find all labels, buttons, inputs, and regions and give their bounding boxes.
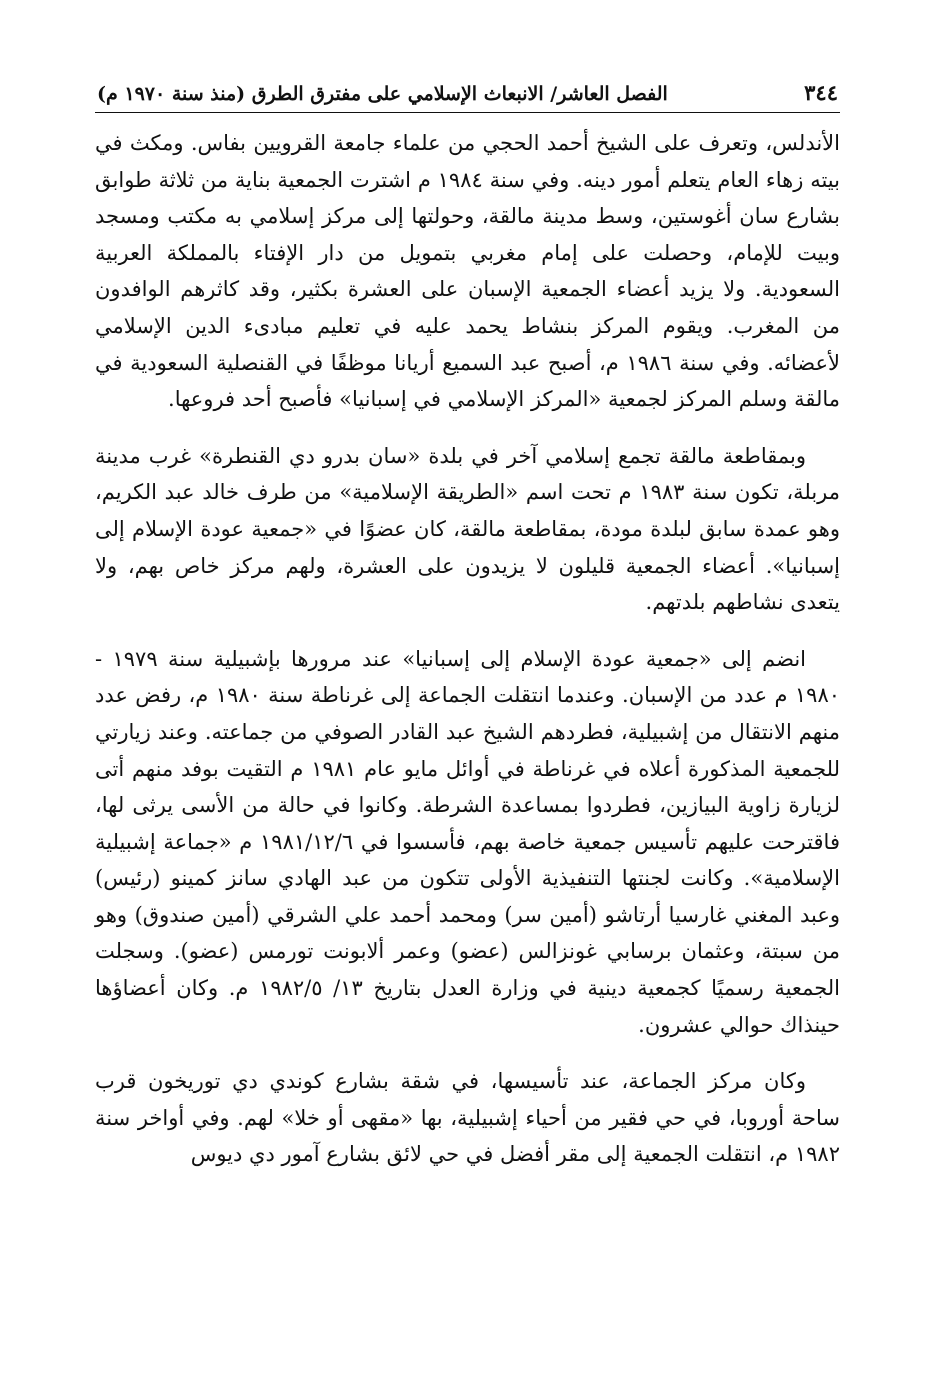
page-number: ٣٤٤ [804, 80, 838, 105]
paragraph: وبمقاطعة مالقة تجمع إسلامي آخر في بلدة «سان بدرو دي القنطرة» غرب مدينة مربلة، تكون سنة ١٩٨٣ م تحت اسم «الطريقة الإسلامية» من طرف خالد عبد الكريم، وهو عمدة سابق لبلدة مودة، بمقاطعة مالقة، كان عضوًا في «جمعية عودة الإسلام إلى إسبانيا». أعضاء الجمعية قليلون لا يزيدون على العشرة، ولهم مركز خاص بهم، ولا يتعدى نشاطهم بلدتهم. [95, 443, 840, 615]
running-header [95, 78, 840, 113]
paragraph: الأندلس، وتعرف على الشيخ أحمد الحجي من علماء جامعة القرويين بفاس. ومكث في بيته زهاء العام يتعلم أمور دينه. وفي سنة ١٩٨٤ م اشترت الجمعية بناية من ثلاثة طوابق بشارع سان أغوستين، وسط مدينة مالقة، وحولتها إلى مركز إسلامي به مكتب ومسجد وبيت للإمام، وحصلت على إمام مغربي بتمويل من دار الإفتاء بالمملكة العربية السعودية. ولا يزيد أعضاء الجمعية الإسبان على العشرة بكثير، وقد كاثرهم الوافدون من المغرب. ويقوم المركز بنشاط يحمد عليه في تعليم مبادىء الدين الإسلامي لأعضائه. وفي سنة ١٩٨٦ م، أصبح عبد السميع أريانا موظفًا في القنصلية السعودية في مالقة وسلم المركز لجمعية «المركز الإسلامي في إسبانيا» فأصبح أحد فروعها. [95, 131, 841, 412]
body-text [95, 125, 840, 1173]
chapter-title: الفصل العاشر/ الانبعاث الإسلامي على مفترق الطرق (منذ سنة ١٩٧٠ م) [97, 83, 668, 105]
paragraph: وكان مركز الجماعة، عند تأسيسها، في شقة بشارع كوندي دي توريخون قرب ساحة أوروبا، في حي فقير من أحياء إشبيلية، بها «مقهى أو خلا» لهم. وفي أواخر سنة ١٩٨٢ م، انتقلت الجمعية إلى مقر أفضل في حي لائق بشارع آمور دي ديوس [95, 1069, 840, 1167]
book-page [95, 78, 840, 1173]
paragraph: انضم إلى «جمعية عودة الإسلام إلى إسبانيا» عند مرورها بإشبيلية سنة ١٩٧٩ - ١٩٨٠ م عدد من الإسبان. وعندما انتقلت الجماعة إلى غرناطة سنة ١٩٨٠ م، رفض عدد منهم الانتقال من إشبيلية، فطردهم الشيخ عبد القادر الصوفي من جماعته. وعند زيارتي للجمعية المذكورة أعلاه في غرناطة في أوائل مايو عام ١٩٨١ م التقيت بوفد منهم أتى لزيارة زاوية البيازين، فطردوا بمساعدة الشرطة. وكانوا في حالة من الأسى يرثى لها، فاقترحت عليهم تأسيس جمعية خاصة بهم، فأسسوا في ١٩٨١/١٢/٦ م «جماعة إشبيلية الإسلامية». وكانت لجنتها التنفيذية الأولى تتكون من عبد الهادي سانز كمينو (رئيس) وعبد المغني غارسيا أرتاشو (أمين سر) ومحمد أحمد علي الشرقي (أمين صندوق) وهو من سبتة، وعثمان برسابي غونزالس (عضو) وعمر ألابونت تورمس (عضو). وسجلت الجمعية رسميًا كجمعية دينية في وزارة العدل بتاريخ ١٣/ ١٩٨٢/٥ م. وكان أعضاؤها حينذاك حوالي عشرون. [95, 646, 841, 1037]
